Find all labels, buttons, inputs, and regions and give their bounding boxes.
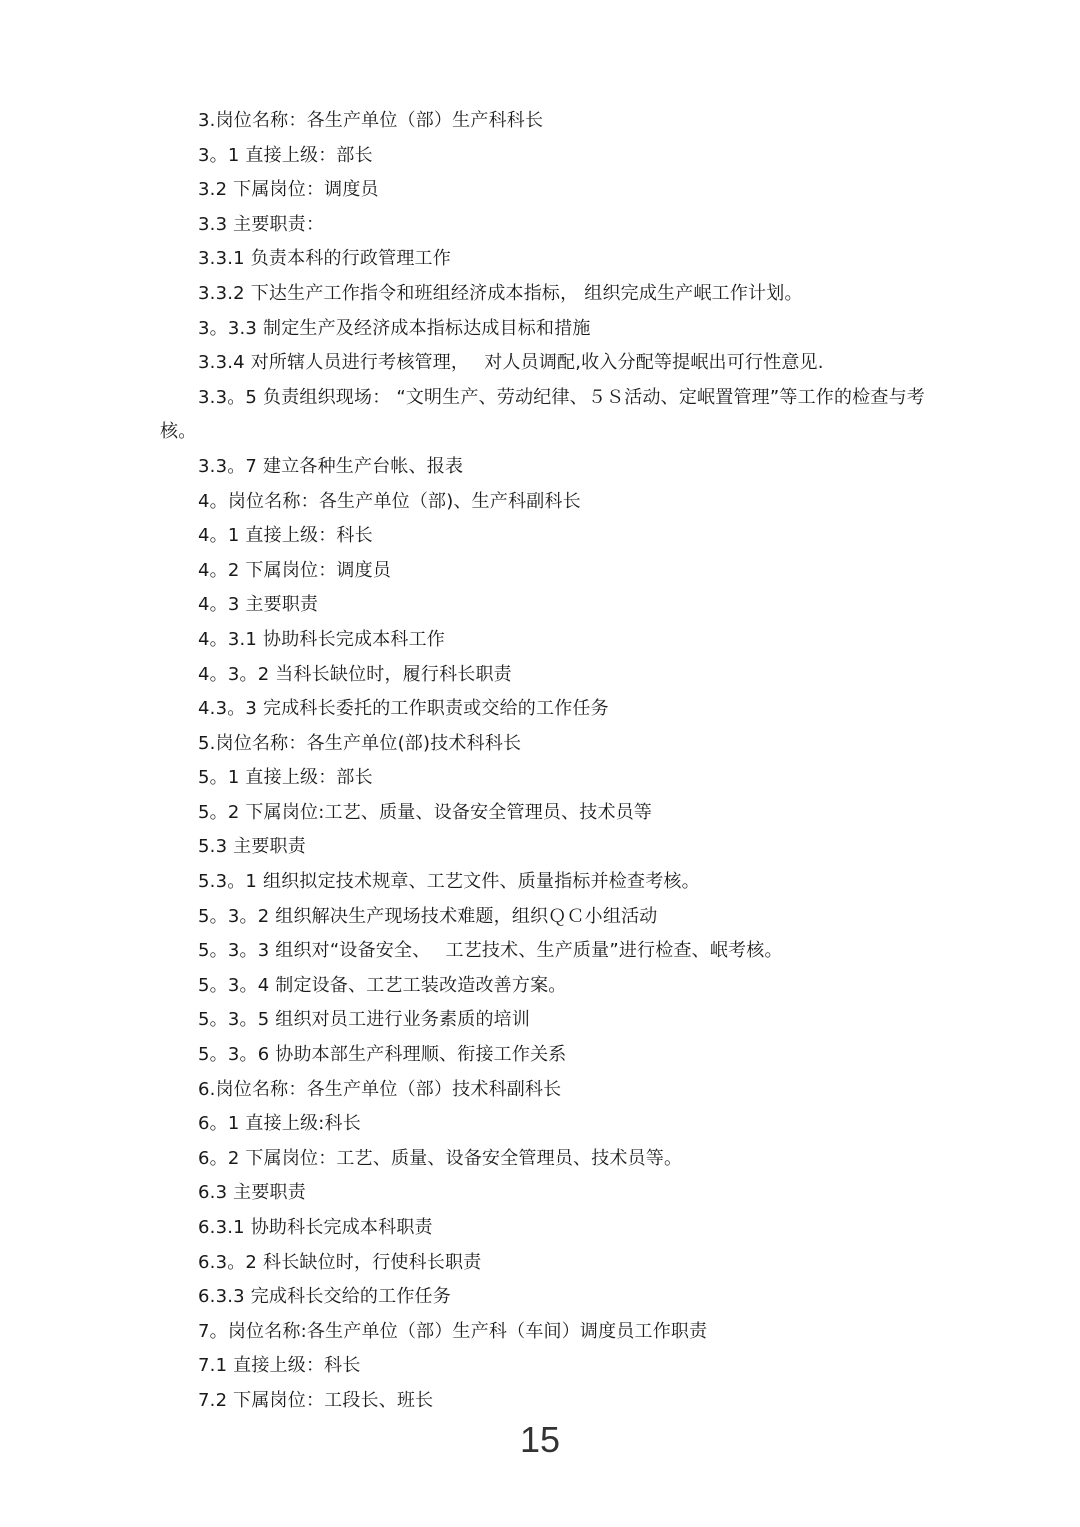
text-line: 7.2 下属岗位：工段长、班长 <box>198 1389 434 1411</box>
text-line: 4。1 直接上级：科长 <box>198 525 373 547</box>
text-line: 6.3.1 协助科长完成本科职责 <box>198 1217 433 1238</box>
text-line: 6.3。2 科长缺位时，行使科长职责 <box>198 1251 482 1273</box>
text-line: 5。3。2 组织解决生产现场技术难题，组织ＱＣ小组活动 <box>198 905 658 927</box>
text-line: 3.3。5 负责组织现场： “文明生产、劳动纪律、５Ｓ活动、定岷置管理”等工作的检查与考核。 <box>160 386 925 443</box>
text-line: 6.3 主要职责 <box>198 1182 306 1204</box>
page-number: 15 <box>519 1419 561 1460</box>
text-line: 4.3。3 完成科长委托的工作职责或交给的工作任务 <box>198 698 609 720</box>
text-line: 3。3.3 制定生产及经济成本指标达成目标和措施 <box>198 317 591 339</box>
text-line: 6.岗位名称：各生产单位（部）技术科副科长 <box>198 1078 562 1100</box>
text-line: 5。3。5 组织对员工进行业务素质的培训 <box>198 1009 531 1031</box>
document-body <box>160 104 940 1419</box>
text-line: 7。岗位名称:各生产单位（部）生产科（车间）调度员工作职责 <box>198 1320 708 1342</box>
text-line: 5.3 主要职责 <box>198 836 306 858</box>
text-line: 4。岗位名称：各生产单位（部)、生产科副科长 <box>198 490 581 512</box>
text-line: 7.1 直接上级：科长 <box>198 1355 361 1377</box>
text-line: 6.3.3 完成科长交给的工作任务 <box>198 1286 451 1308</box>
text-line: 4。2 下属岗位：调度员 <box>198 559 392 581</box>
text-line: 4。3。2 当科长缺位时，履行科长职责 <box>198 663 512 685</box>
text-line: 3.3.2 下达生产工作指令和班组经济成本指标， 组织完成生产岷工作计划。 <box>198 282 803 304</box>
text-line: 3.岗位名称：各生产单位（部）生产科科长 <box>198 110 544 131</box>
text-line: 5。3。3 组织对“设备安全、 工艺技术、生产质量”进行检查、岷考核。 <box>198 940 783 962</box>
text-line: 4。3.1 协助科长完成本科工作 <box>198 628 445 650</box>
text-line: 6。1 直接上级:科长 <box>198 1113 361 1135</box>
text-line: 3.3.1 负责本科的行政管理工作 <box>198 248 451 270</box>
text-line: 5.岗位名称：各生产单位(部)技术科科长 <box>198 732 522 754</box>
text-line: 3.3.4 对所辖人员进行考核管理， 对人员调配,收入分配等提岷出可行性意见. <box>198 352 824 374</box>
text-line: 5。1 直接上级：部长 <box>198 767 373 789</box>
text-line: 3。1 直接上级：部长 <box>198 144 373 166</box>
text-line: 5。3。4 制定设备、工艺工装改造改善方案。 <box>198 974 567 996</box>
text-line: 3.3。7 建立各种生产台帐、报表 <box>198 455 464 477</box>
text-line: 5。2 下属岗位:工艺、质量、设备安全管理员、技术员等 <box>198 801 653 823</box>
text-line: 3.3 主要职责： <box>198 213 325 235</box>
text-line: 3.2 下属岗位：调度员 <box>198 179 379 201</box>
text-line: 5.3。1 组织拟定技术规章、工艺文件、质量指标并检查考核。 <box>198 871 700 893</box>
text-line: 5。3。6 协助本部生产科理顺、衔接工作关系 <box>198 1044 567 1066</box>
text-line: 6。2 下属岗位：工艺、质量、设备安全管理员、技术员等。 <box>198 1147 683 1169</box>
text-line: 4。3 主要职责 <box>198 594 319 616</box>
